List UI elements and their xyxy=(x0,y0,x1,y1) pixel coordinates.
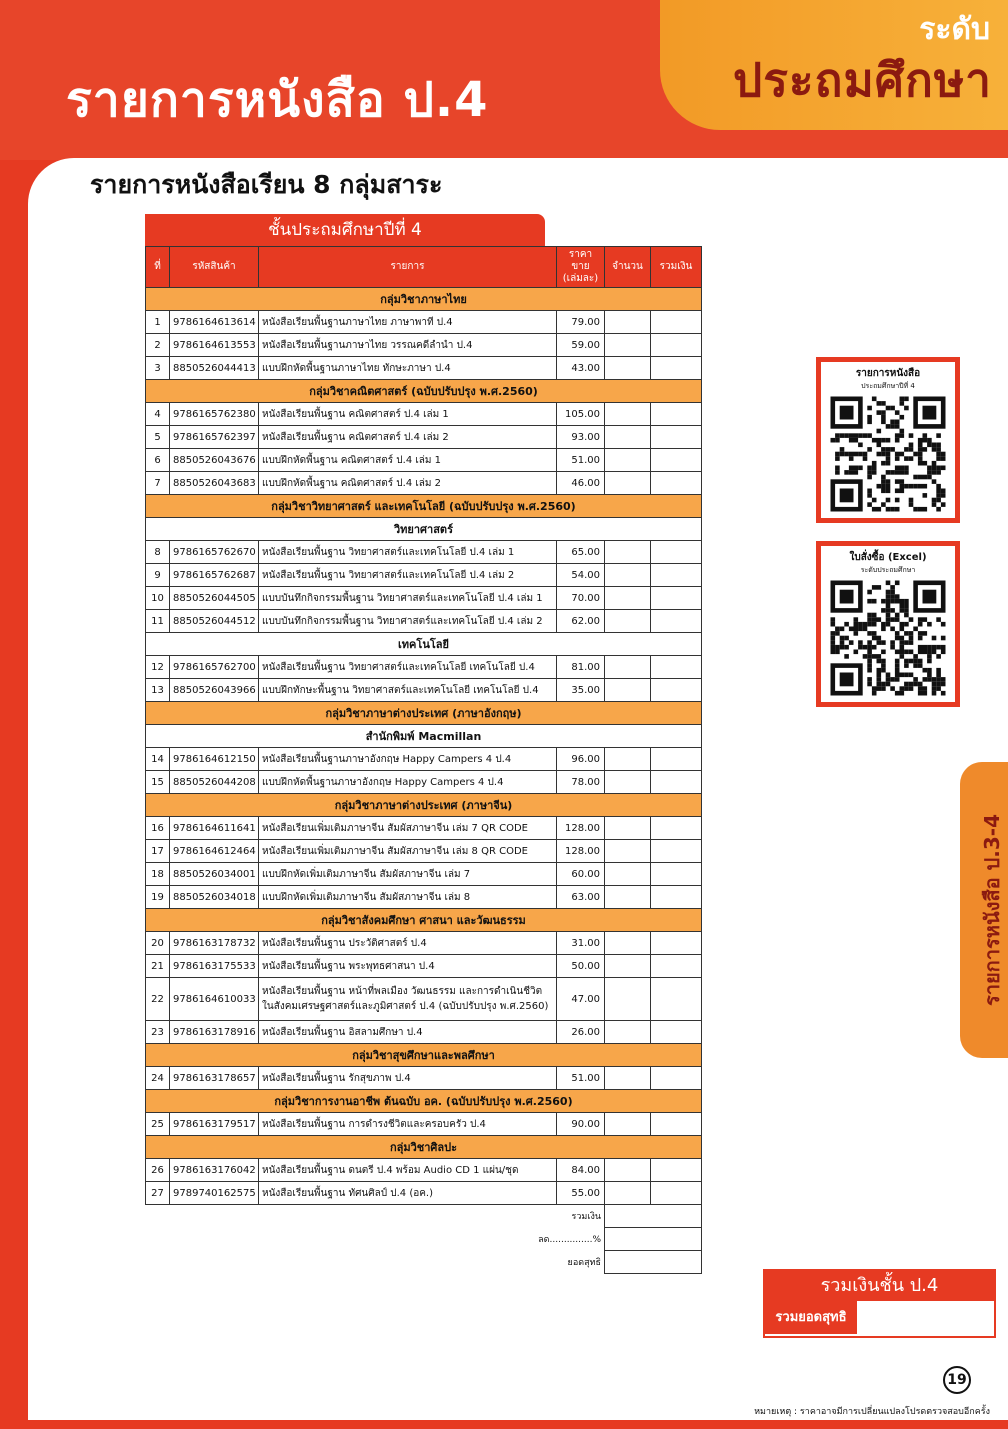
book-title: หนังสือเรียนพื้นฐาน ทัศนศิลป์ ป.4 (อค.) xyxy=(259,1182,557,1205)
book-price: 51.00 xyxy=(557,1067,605,1090)
amount-cell[interactable] xyxy=(651,564,702,587)
quantity-cell[interactable] xyxy=(605,932,651,955)
totals-label: ยอดสุทธิ xyxy=(567,1258,601,1268)
table-row xyxy=(146,564,702,587)
subject-group-label: กลุ่มวิชาศิลปะ xyxy=(146,1136,702,1159)
book-title: หนังสือเรียนพื้นฐาน คณิตศาสตร์ ป.4 เล่ม 1 xyxy=(259,403,557,426)
product-code: 8850526043683 xyxy=(170,472,259,495)
totals-label: ลด...............% xyxy=(538,1235,601,1245)
page-title: รายการหนังสือ ป.4 xyxy=(66,72,489,128)
table-row xyxy=(146,863,702,886)
quantity-cell[interactable] xyxy=(605,449,651,472)
subject-group-label: กลุ่มวิชาการงานอาชีพ ต้นฉบับ อค. (ฉบับปรับปรุง พ.ศ.2560) xyxy=(146,1090,702,1113)
book-price: 96.00 xyxy=(557,748,605,771)
quantity-cell[interactable] xyxy=(605,1182,651,1205)
book-price: 79.00 xyxy=(557,311,605,334)
product-code: 9786165762670 xyxy=(170,541,259,564)
table-row xyxy=(146,1182,702,1205)
row-number: 1 xyxy=(146,311,170,334)
amount-cell[interactable] xyxy=(651,978,702,1021)
subject-group-row xyxy=(146,909,702,932)
table-row xyxy=(146,955,702,978)
row-number: 19 xyxy=(146,886,170,909)
row-number: 22 xyxy=(146,978,170,1021)
row-number: 10 xyxy=(146,587,170,610)
product-code: 9786163176042 xyxy=(170,1159,259,1182)
table-row xyxy=(146,472,702,495)
quantity-cell[interactable] xyxy=(605,840,651,863)
table-row xyxy=(146,357,702,380)
product-code: 9786165762397 xyxy=(170,426,259,449)
row-number: 21 xyxy=(146,955,170,978)
subgroup-row xyxy=(146,725,702,748)
subject-group-label: กลุ่มวิชาวิทยาศาสตร์ และเทคโนโลยี (ฉบับปรับปรุง พ.ศ.2560) xyxy=(146,495,702,518)
book-price: 43.00 xyxy=(557,357,605,380)
row-number: 12 xyxy=(146,656,170,679)
product-code: 9786163178732 xyxy=(170,932,259,955)
totals-row xyxy=(146,1251,702,1274)
product-code: 8850526034001 xyxy=(170,863,259,886)
book-title: หนังสือเรียนพื้นฐาน วิทยาศาสตร์และเทคโนโลยี เทคโนโลยี ป.4 xyxy=(259,656,557,679)
book-price: 128.00 xyxy=(557,840,605,863)
book-title: หนังสือเรียนพื้นฐาน อิสลามศึกษา ป.4 xyxy=(259,1021,557,1044)
row-number: 16 xyxy=(146,817,170,840)
amount-cell[interactable] xyxy=(651,748,702,771)
book-title: แบบฝึกหัดเพิ่มเติมภาษาจีน สัมผัสภาษาจีน เล่ม 7 xyxy=(259,863,557,886)
book-price: 59.00 xyxy=(557,334,605,357)
table-row xyxy=(146,334,702,357)
book-title: หนังสือเรียนเพิ่มเติมภาษาจีน สัมผัสภาษาจีน เล่ม 8 QR CODE xyxy=(259,840,557,863)
row-number: 24 xyxy=(146,1067,170,1090)
book-price: 31.00 xyxy=(557,932,605,955)
quantity-cell[interactable] xyxy=(605,403,651,426)
table-row xyxy=(146,656,702,679)
book-price: 50.00 xyxy=(557,955,605,978)
book-title: หนังสือเรียนพื้นฐาน คณิตศาสตร์ ป.4 เล่ม 2 xyxy=(259,426,557,449)
quantity-cell[interactable] xyxy=(605,1159,651,1182)
quantity-cell[interactable] xyxy=(605,610,651,633)
table-row xyxy=(146,587,702,610)
book-list-table xyxy=(145,246,702,1274)
quantity-cell[interactable] xyxy=(605,1067,651,1090)
row-number: 5 xyxy=(146,426,170,449)
table-row xyxy=(146,817,702,840)
product-code: 9786163175533 xyxy=(170,955,259,978)
book-price: 54.00 xyxy=(557,564,605,587)
product-code: 9786165762700 xyxy=(170,656,259,679)
subject-group-row xyxy=(146,495,702,518)
table-row xyxy=(146,748,702,771)
table-row xyxy=(146,978,702,1021)
amount-cell[interactable] xyxy=(651,472,702,495)
subject-group-label: กลุ่มวิชาภาษาต่างประเทศ (ภาษาจีน) xyxy=(146,794,702,817)
table-row xyxy=(146,610,702,633)
product-code: 9786163179517 xyxy=(170,1113,259,1136)
page-number: 19 xyxy=(943,1366,971,1394)
quantity-cell[interactable] xyxy=(605,771,651,794)
subgroup-row xyxy=(146,633,702,656)
subject-group-row xyxy=(146,288,702,311)
totals-row xyxy=(146,1205,702,1228)
quantity-cell[interactable] xyxy=(605,679,651,702)
subject-group-label: กลุ่มวิชาภาษาต่างประเทศ (ภาษาอังกฤษ) xyxy=(146,702,702,725)
book-price: 90.00 xyxy=(557,1113,605,1136)
qr-book-list[interactable] xyxy=(816,357,960,523)
row-number: 4 xyxy=(146,403,170,426)
level-label: ระดับ xyxy=(919,12,990,47)
book-price: 70.00 xyxy=(557,587,605,610)
amount-cell[interactable] xyxy=(651,610,702,633)
book-title: หนังสือเรียนพื้นฐาน หน้าที่พลเมือง วัฒนธรรม และการดำเนินชีวิต ในสังคมเศรษฐศาสตร์และภูมิศาสตร์ ป.4 (ฉบับปรับปรุง พ.ศ.2560) xyxy=(259,978,557,1021)
product-code: 8850526034018 xyxy=(170,886,259,909)
section-subtitle: รายการหนังสือเรียน 8 กลุ่มสาระ xyxy=(90,170,443,199)
subject-group-row xyxy=(146,380,702,403)
subject-group-label: กลุ่มวิชาภาษาไทย xyxy=(146,288,702,311)
book-title: หนังสือเรียนพื้นฐานภาษาไทย วรรณคดีลำนำ ป.4 xyxy=(259,334,557,357)
qr-order-form[interactable] xyxy=(816,541,960,707)
amount-cell[interactable] xyxy=(651,679,702,702)
col-no-header: ที่ xyxy=(146,247,170,288)
subject-group-row xyxy=(146,702,702,725)
table-row xyxy=(146,1021,702,1044)
subject-group-label: กลุ่มวิชาสังคมศึกษา ศาสนา และวัฒนธรรม xyxy=(146,909,702,932)
book-title: แบบฝึกทักษะพื้นฐาน วิทยาศาสตร์และเทคโนโลยี เทคโนโลยี ป.4 xyxy=(259,679,557,702)
row-number: 13 xyxy=(146,679,170,702)
book-title: หนังสือเรียนพื้นฐาน ประวัติศาสตร์ ป.4 xyxy=(259,932,557,955)
subject-group-row xyxy=(146,794,702,817)
col-item-header: รายการ xyxy=(259,247,557,288)
product-code: 8850526044512 xyxy=(170,610,259,633)
row-number: 20 xyxy=(146,932,170,955)
col-total-header: รวมเงิน xyxy=(651,247,702,288)
subject-group-label: กลุ่มวิชาคณิตศาสตร์ (ฉบับปรับปรุง พ.ศ.2560) xyxy=(146,380,702,403)
row-number: 11 xyxy=(146,610,170,633)
table-row xyxy=(146,541,702,564)
row-number: 27 xyxy=(146,1182,170,1205)
amount-cell[interactable] xyxy=(651,817,702,840)
quantity-cell[interactable] xyxy=(605,817,651,840)
book-price: 65.00 xyxy=(557,541,605,564)
book-title: หนังสือเรียนพื้นฐาน รักสุขภาพ ป.4 xyxy=(259,1067,557,1090)
table-row xyxy=(146,1113,702,1136)
qr-book-list-title: รายการหนังสือ xyxy=(855,368,921,379)
totals-value-field[interactable] xyxy=(605,1251,702,1274)
book-title: แบบฝึกหัดพื้นฐานภาษาไทย ทักษะภาษา ป.4 xyxy=(259,357,557,380)
subgroup-label: เทคโนโลยี xyxy=(146,633,702,656)
quantity-cell[interactable] xyxy=(605,587,651,610)
subgroup-label: สำนักพิมพ์ Macmillan xyxy=(146,725,702,748)
amount-cell[interactable] xyxy=(651,541,702,564)
product-code: 9786164613553 xyxy=(170,334,259,357)
product-code: 8850526044413 xyxy=(170,357,259,380)
amount-cell[interactable] xyxy=(651,334,702,357)
subject-group-row xyxy=(146,1090,702,1113)
table-row xyxy=(146,1067,702,1090)
level-name: ประถมศึกษา xyxy=(733,53,992,107)
book-title: หนังสือเรียนเพิ่มเติมภาษาจีน สัมผัสภาษาจีน เล่ม 7 QR CODE xyxy=(259,817,557,840)
row-number: 3 xyxy=(146,357,170,380)
amount-cell[interactable] xyxy=(651,840,702,863)
book-title: หนังสือเรียนพื้นฐาน วิทยาศาสตร์และเทคโนโลยี ป.4 เล่ม 1 xyxy=(259,541,557,564)
qr-code-icon xyxy=(828,580,948,696)
book-title: แบบบันทึกกิจกรรมพื้นฐาน วิทยาศาสตร์และเทคโนโลยี ป.4 เล่ม 1 xyxy=(259,587,557,610)
amount-cell[interactable] xyxy=(651,1067,702,1090)
subject-group-label: กลุ่มวิชาสุขศึกษาและพลศึกษา xyxy=(146,1044,702,1067)
subject-group-row xyxy=(146,1044,702,1067)
qr-book-list-subtitle: ประถมศึกษาปีที่ 4 xyxy=(861,382,915,390)
amount-cell[interactable] xyxy=(651,426,702,449)
product-code: 9786163178657 xyxy=(170,1067,259,1090)
quantity-cell[interactable] xyxy=(605,886,651,909)
quantity-cell[interactable] xyxy=(605,564,651,587)
col-price-header: ราคาขาย (เล่มละ) xyxy=(557,247,605,288)
subject-group-row xyxy=(146,1136,702,1159)
book-price: 93.00 xyxy=(557,426,605,449)
amount-cell[interactable] xyxy=(651,656,702,679)
col-code-header: รหัสสินค้า xyxy=(170,247,259,288)
subgroup-row xyxy=(146,518,702,541)
book-title: หนังสือเรียนพื้นฐานภาษาไทย ภาษาพาที ป.4 xyxy=(259,311,557,334)
amount-cell[interactable] xyxy=(651,771,702,794)
book-title: แบบฝึกหัดพื้นฐาน คณิตศาสตร์ ป.4 เล่ม 2 xyxy=(259,472,557,495)
quantity-cell[interactable] xyxy=(605,311,651,334)
row-number: 6 xyxy=(146,449,170,472)
amount-cell[interactable] xyxy=(651,357,702,380)
quantity-cell[interactable] xyxy=(605,955,651,978)
summary-title: รวมเงินชั้น ป.4 xyxy=(765,1271,994,1301)
book-price: 47.00 xyxy=(557,978,605,1021)
amount-cell[interactable] xyxy=(651,449,702,472)
product-code: 9786164610033 xyxy=(170,978,259,1021)
book-price: 62.00 xyxy=(557,610,605,633)
amount-cell[interactable] xyxy=(651,1182,702,1205)
amount-cell[interactable] xyxy=(651,1159,702,1182)
table-row xyxy=(146,932,702,955)
product-code: 9786164611641 xyxy=(170,817,259,840)
product-code: 8850526044505 xyxy=(170,587,259,610)
book-title: แบบบันทึกกิจกรรมพื้นฐาน วิทยาศาสตร์และเทคโนโลยี ป.4 เล่ม 2 xyxy=(259,610,557,633)
quantity-cell[interactable] xyxy=(605,1113,651,1136)
quantity-cell[interactable] xyxy=(605,656,651,679)
table-row xyxy=(146,886,702,909)
table-row xyxy=(146,679,702,702)
amount-cell[interactable] xyxy=(651,311,702,334)
side-tab xyxy=(960,762,1008,1058)
book-title: หนังสือเรียนพื้นฐาน การดำรงชีวิตและครอบครัว ป.4 xyxy=(259,1113,557,1136)
totals-value-field[interactable] xyxy=(605,1205,702,1228)
book-title: หนังสือเรียนพื้นฐาน ดนตรี ป.4 พร้อม Audio CD 1 แผ่น/ชุด xyxy=(259,1159,557,1182)
row-number: 26 xyxy=(146,1159,170,1182)
summary-value-field[interactable] xyxy=(857,1301,994,1334)
book-price: 51.00 xyxy=(557,449,605,472)
product-code: 8850526043676 xyxy=(170,449,259,472)
subgroup-label: วิทยาศาสตร์ xyxy=(146,518,702,541)
book-price: 128.00 xyxy=(557,817,605,840)
book-title: หนังสือเรียนพื้นฐาน วิทยาศาสตร์และเทคโนโลยี ป.4 เล่ม 2 xyxy=(259,564,557,587)
quantity-cell[interactable] xyxy=(605,357,651,380)
product-code: 9786165762687 xyxy=(170,564,259,587)
book-title: หนังสือเรียนพื้นฐานภาษาอังกฤษ Happy Campers 4 ป.4 xyxy=(259,748,557,771)
amount-cell[interactable] xyxy=(651,886,702,909)
amount-cell[interactable] xyxy=(651,403,702,426)
grade-tab: ชั้นประถมศึกษาปีที่ 4 xyxy=(145,214,545,246)
product-code: 8850526043966 xyxy=(170,679,259,702)
book-title: แบบฝึกหัดพื้นฐาน คณิตศาสตร์ ป.4 เล่ม 1 xyxy=(259,449,557,472)
book-price: 84.00 xyxy=(557,1159,605,1182)
table-row xyxy=(146,449,702,472)
book-title: แบบฝึกหัดพื้นฐานภาษาอังกฤษ Happy Campers 4 ป.4 xyxy=(259,771,557,794)
qr-order-form-title: ใบสั่งซื้อ (Excel) xyxy=(849,552,927,563)
quantity-cell[interactable] xyxy=(605,978,651,1021)
quantity-cell[interactable] xyxy=(605,472,651,495)
product-code: 9786164612150 xyxy=(170,748,259,771)
qr-order-form-subtitle: ระดับประถมศึกษา xyxy=(860,566,916,574)
table-row xyxy=(146,771,702,794)
col-qty-header: จำนวน xyxy=(605,247,651,288)
totals-value-field[interactable] xyxy=(605,1228,702,1251)
row-number: 9 xyxy=(146,564,170,587)
book-price: 55.00 xyxy=(557,1182,605,1205)
product-code: 8850526044208 xyxy=(170,771,259,794)
row-number: 17 xyxy=(146,840,170,863)
quantity-cell[interactable] xyxy=(605,426,651,449)
book-title: แบบฝึกหัดเพิ่มเติมภาษาจีน สัมผัสภาษาจีน เล่ม 8 xyxy=(259,886,557,909)
quantity-cell[interactable] xyxy=(605,1021,651,1044)
row-number: 7 xyxy=(146,472,170,495)
row-number: 23 xyxy=(146,1021,170,1044)
totals-row xyxy=(146,1228,702,1251)
table-row xyxy=(146,1159,702,1182)
amount-cell[interactable] xyxy=(651,1113,702,1136)
row-number: 8 xyxy=(146,541,170,564)
row-number: 15 xyxy=(146,771,170,794)
book-price: 81.00 xyxy=(557,656,605,679)
book-price: 46.00 xyxy=(557,472,605,495)
row-number: 18 xyxy=(146,863,170,886)
book-price: 35.00 xyxy=(557,679,605,702)
product-code: 9786163178916 xyxy=(170,1021,259,1044)
product-code: 9789740162575 xyxy=(170,1182,259,1205)
table-row xyxy=(146,403,702,426)
summary-label: รวมยอดสุทธิ xyxy=(765,1301,857,1334)
book-title: หนังสือเรียนพื้นฐาน พระพุทธศาสนา ป.4 xyxy=(259,955,557,978)
book-price: 105.00 xyxy=(557,403,605,426)
amount-cell[interactable] xyxy=(651,587,702,610)
level-banner xyxy=(660,0,1008,130)
product-code: 9786165762380 xyxy=(170,403,259,426)
quantity-cell[interactable] xyxy=(605,334,651,357)
quantity-cell[interactable] xyxy=(605,748,651,771)
row-number: 2 xyxy=(146,334,170,357)
table-header xyxy=(146,247,702,288)
product-code: 9786164613614 xyxy=(170,311,259,334)
amount-cell[interactable] xyxy=(651,863,702,886)
book-price: 63.00 xyxy=(557,886,605,909)
amount-cell[interactable] xyxy=(651,955,702,978)
book-price: 26.00 xyxy=(557,1021,605,1044)
totals-label: รวมเงิน xyxy=(571,1212,601,1223)
footnote: หมายเหตุ : ราคาอาจมีการเปลี่ยนแปลงโปรดตรวจสอบอีกครั้ง xyxy=(754,1407,990,1417)
table-row xyxy=(146,840,702,863)
summary-box xyxy=(763,1269,996,1338)
table-row xyxy=(146,426,702,449)
book-price: 60.00 xyxy=(557,863,605,886)
quantity-cell[interactable] xyxy=(605,541,651,564)
amount-cell[interactable] xyxy=(651,1021,702,1044)
row-number: 25 xyxy=(146,1113,170,1136)
product-code: 9786164612464 xyxy=(170,840,259,863)
book-price: 78.00 xyxy=(557,771,605,794)
side-tab-label: รายการหนังสือ ป.3-4 xyxy=(980,814,1004,1007)
table-row xyxy=(146,311,702,334)
qr-code-icon xyxy=(828,396,948,512)
row-number: 14 xyxy=(146,748,170,771)
amount-cell[interactable] xyxy=(651,932,702,955)
quantity-cell[interactable] xyxy=(605,863,651,886)
